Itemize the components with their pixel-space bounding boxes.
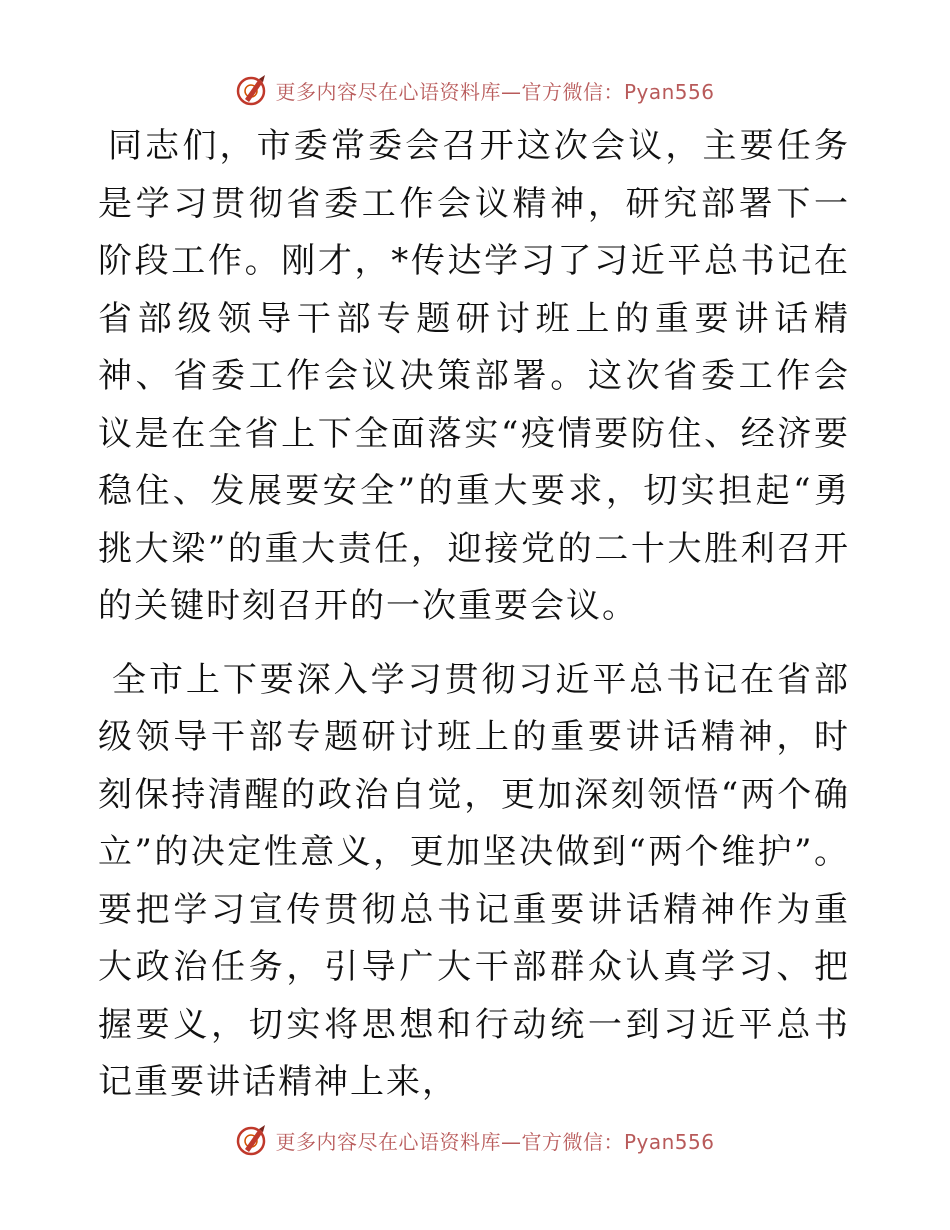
document-body [98,118,850,1112]
watermark-text: 更多内容尽在心语资料库—官方微信：Pyan556 [275,1129,715,1154]
paragraph-1: 同志们，市委常委会召开这次会议，主要任务是学习贯彻省委工作会议精神，研究部署下一阶段工作。刚才，*传达学习了习近平总书记在省部级领导干部专题研讨班上的重要讲话精神、省委工作会议决策部署。这次省委工作会议是在全省上下全面落实“疫情要防住、经济要稳住、发展要安全”的重大要求，切实担起“勇挑大梁”的重大责任，迎接党的二十大胜利召开的关键时刻召开的一次重要会议。 [98,126,850,626]
paragraph-2: 全市上下要深入学习贯彻习近平总书记在省部级领导干部专题研讨班上的重要讲话精神，时刻保持清醒的政治自觉，更加深刻领悟“两个确立”的决定性意义，更加坚决做到“两个维护”。要把学习宣传贯彻总书记重要讲话精神作为重大政治任务，引导广大干部群众认真学习、把握要义，切实将思想和行动统一到习近平总书记重要讲话精神上来， [98,659,850,1102]
footer-watermark [0,1120,950,1160]
pen-nib-circle-logo-icon [235,1123,269,1157]
pen-nib-circle-logo-icon [235,73,269,107]
watermark-text: 更多内容尽在心语资料库—官方微信：Pyan556 [275,79,715,104]
header-watermark [0,70,950,110]
